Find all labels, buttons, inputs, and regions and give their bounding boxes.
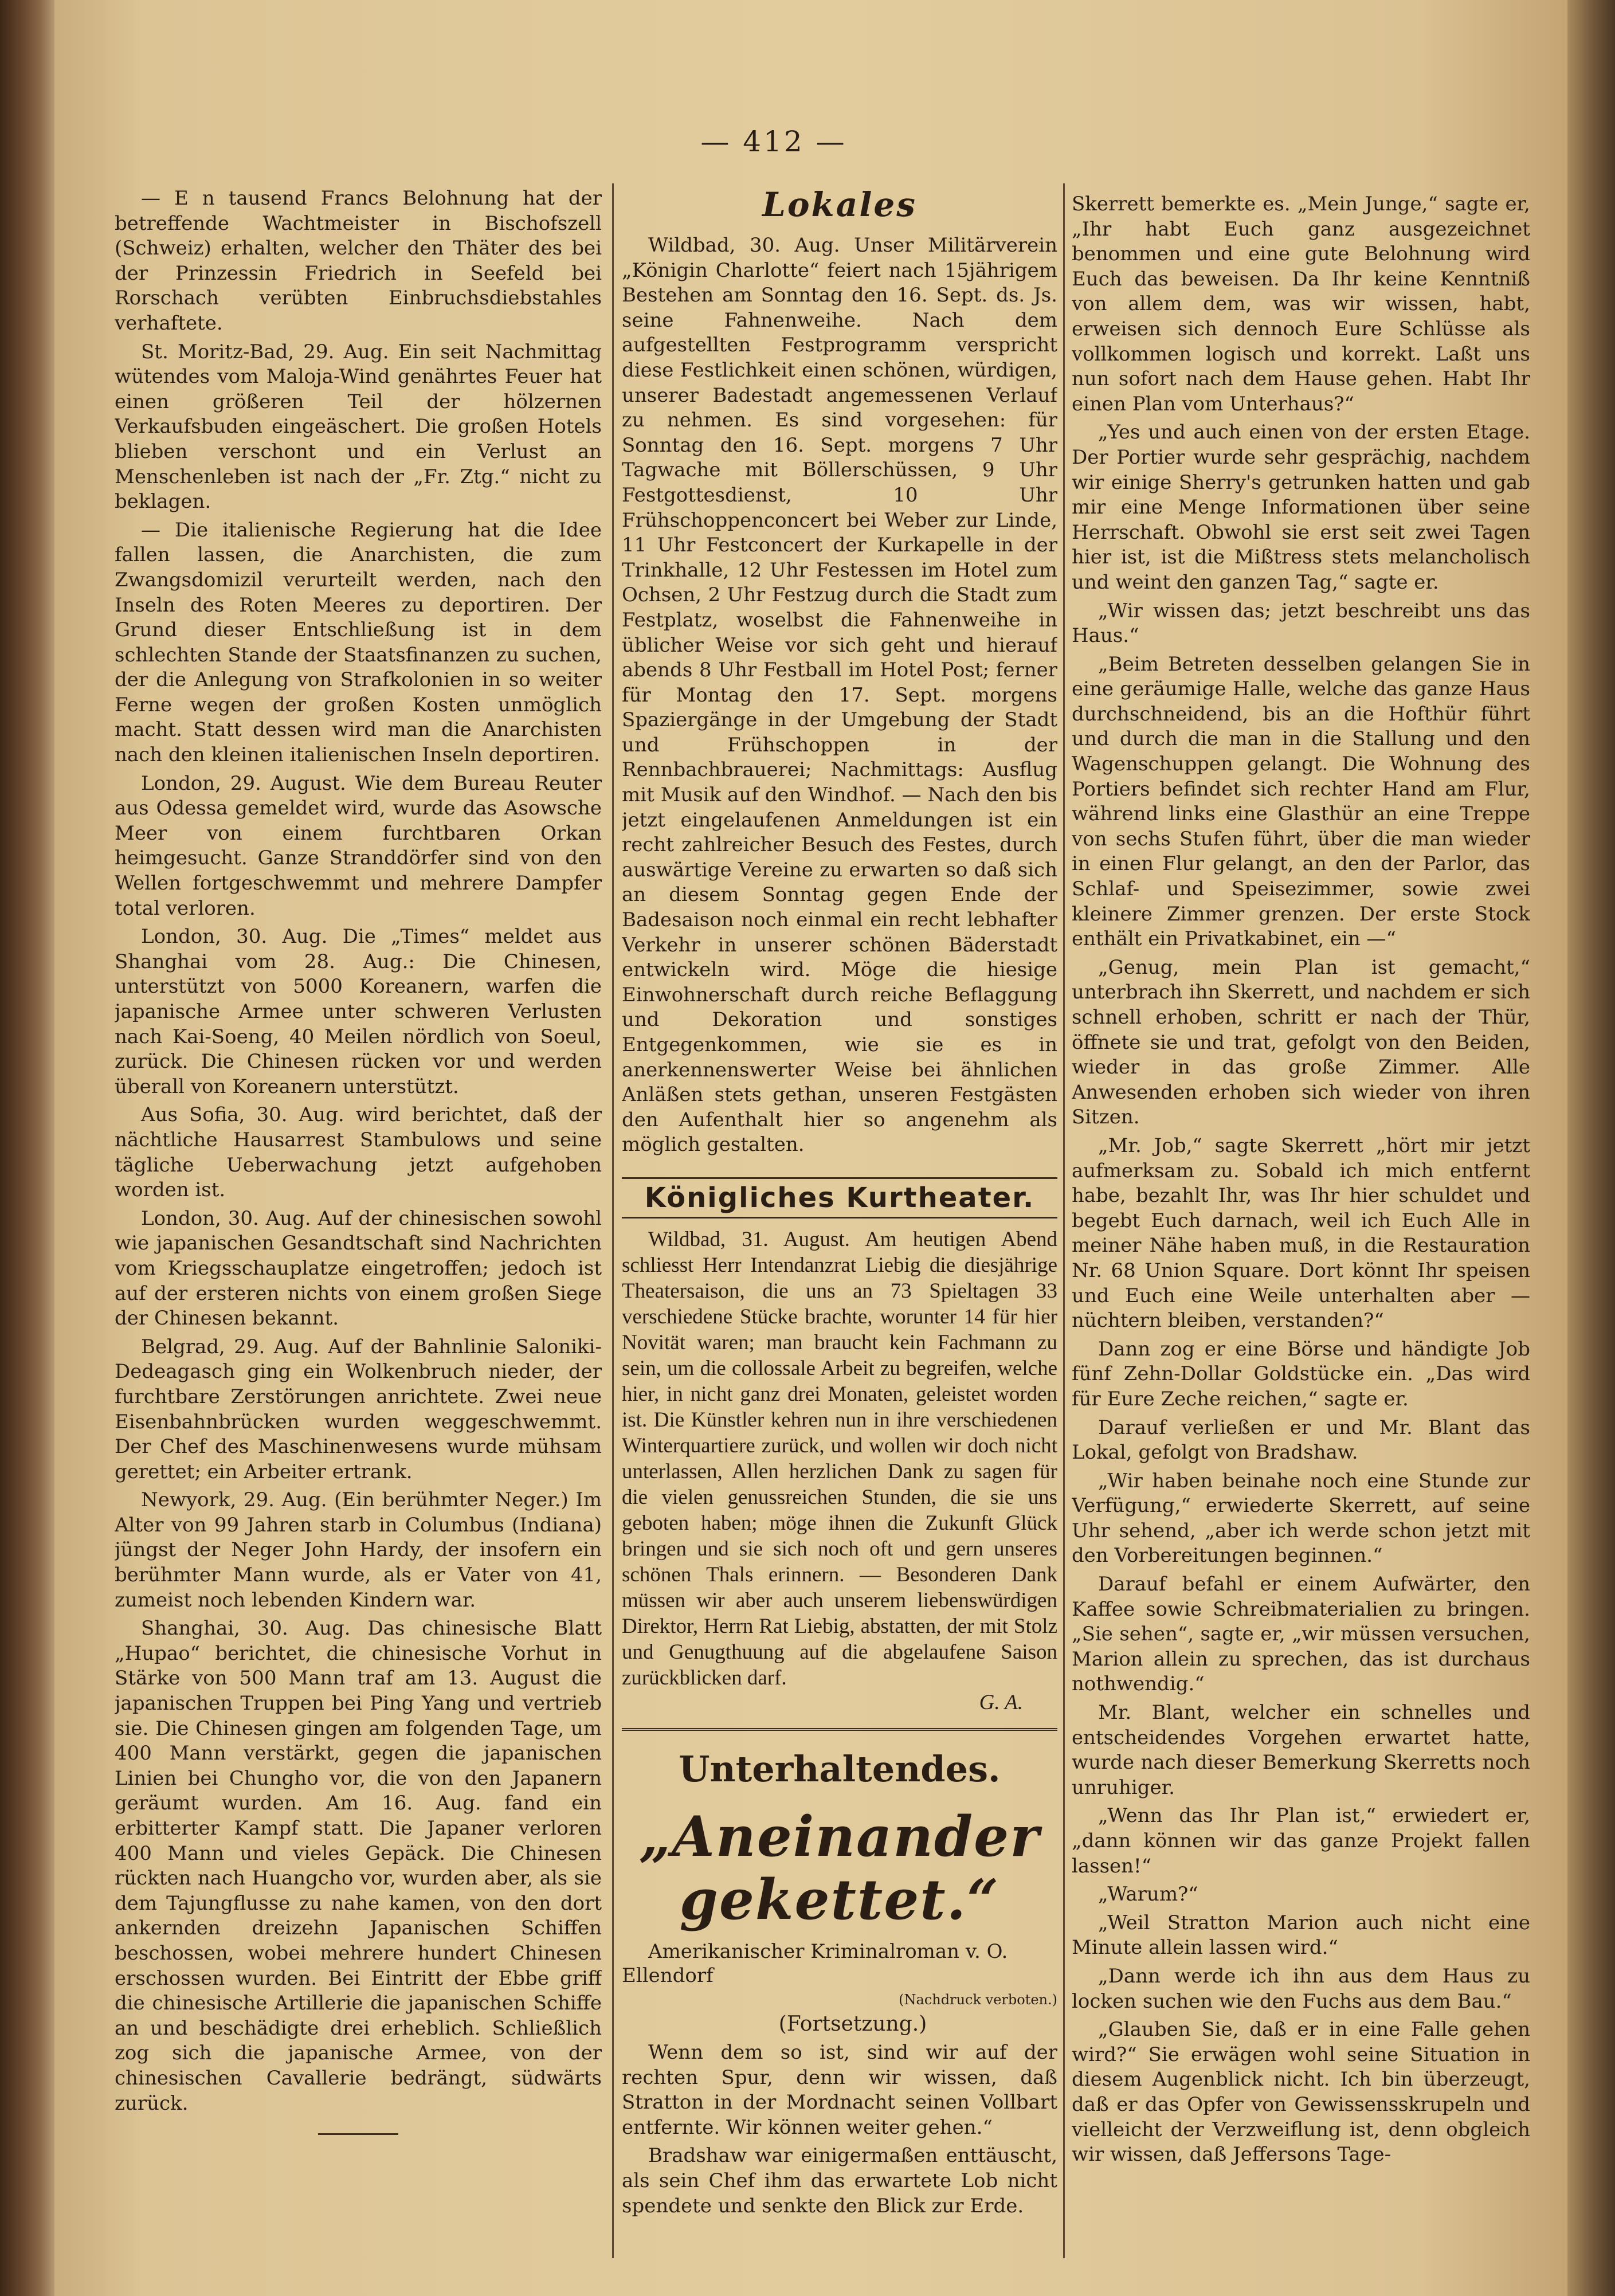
- novel-paragraph: „Yes und auch einen von der ersten Etage. Der Portier wurde sehr gesprächig, nachdem wir einige Sherry's getrunken hatten und gab mir eine Menge Informationen über seine Herrschaft. Obwohl sie erst seit zwei Tagen hier ist, ist die Mißtress stets melancholisch und weint den ganzen Tag,“ sagte er.: [1072, 421, 1530, 594]
- novel-paragraph: „Wir haben beinahe noch eine Stunde zur Verfügung,“ erwiederte Skerrett, auf seine Uhr sehend, „aber ich werde schon jetzt mit den Vorbereitungen beginnen.“: [1072, 1469, 1530, 1568]
- novel-paragraph: „Dann werde ich ihn aus dem Haus zu locken suchen wie den Fuchs aus dem Bau.“: [1072, 1964, 1530, 2013]
- section-heading-unterhaltendes: Unterhaltendes.: [679, 1748, 1001, 1790]
- reprint-note: (Nachdruck verboten.): [899, 1991, 1057, 2008]
- news-item: St. Moritz-Bad, 29. Aug. Ein seit Nachmittag wütendes vom Maloja-Wind genährtes Feuer hat einen größeren Teil der hölzernen Verkaufsbuden eingeäschert. Die großen Hotels blieben verschont und ein Verlust an Menschenleben ist nach der „Fr. Ztg.“ nicht zu beklagen.: [115, 340, 602, 514]
- novel-paragraph: „Beim Betreten desselben gelangen Sie in eine geräumige Halle, welche das ganze Haus durchschneidend, bis an die Hofthür führt und durch die man in die Stallung und den Wagenschuppen gelangt. Die Wohnung des Portiers befindet sich rechter Hand am Flur, während links eine Glasthür an eine Treppe von sechs Stufen führt, über die man wieder in einen Flur gelangt, an den der Parlor, das Schlaf- und Speisezimmer, sowie zwei kleinere Zimmer grenzen. Der erste Stock enthält ein Privatkabinet, ein —“: [1072, 652, 1530, 951]
- news-item: — E n tausend Francs Belohnung hat der betreffende Wachtmeister in Bischofszell (Schweiz) erhalten, welcher den Thäter des bei der Prinzessin Friedrich in Seefeld bei Rorschach verübten Einbruchsdiebstahles verhaftete.: [115, 187, 602, 335]
- news-item: London, 30. Aug. Die „Times“ meldet aus Shanghai vom 28. Aug.: Die Chinesen, unterstützt von 5000 Koreanern, warfen die japanische Armee unter schweren Verlusten nach Kai-Soeng, 40 Meilen nördlich von Soeul, zurück. Die Chinesen rücken vor und werden überall von Koreanern unterstützt.: [115, 925, 602, 1098]
- book-spine: [0, 0, 54, 2296]
- news-item: Belgrad, 29. Aug. Auf der Bahnlinie Saloniki-Dedeagasch ging ein Wolkenbruch nieder, der furchtbare Zerstörungen anrichtete. Zwei neue Eisenbahnbrücken wurden weggeschwemmt. Der Chef des Maschinenwesens wurde mühsam gerettet; ein Arbeiter ertrank.: [115, 1335, 602, 1483]
- section-heading-lokales: Lokales: [762, 186, 917, 224]
- column-3: [1072, 192, 1530, 2267]
- column-rule-2: [1063, 183, 1065, 2258]
- page-number: — 412 —: [700, 125, 847, 158]
- continuation-label: (Fortsetzung.): [778, 2012, 927, 2036]
- novel-paragraph: Darauf befahl er einem Aufwärter, den Kaffee sowie Schreibmaterialien zu bringen. „Sie sehen“, sagte er, „wir müssen versuchen, Marion allein zu sprechen, das ist durchaus nothwendig.“: [1072, 1573, 1530, 1696]
- kurtheater-article: [622, 1227, 1057, 1715]
- novel-subtitle: Amerikanischer Kriminalroman v. O. Ellendorf: [622, 1940, 1008, 1987]
- news-item: — Die italienische Regierung hat die Idee fallen lassen, die Anarchisten, die zum Zwangsdomizil verurteilt werden, nach den Inseln des Roten Meeres zu deportiren. Der Grund dieser Entschließung ist in dem schlechten Stande der Staatsfinanzen zu suchen, der die Anlegung von Strafkolonien in so weiter Ferne wegen der großen Kosten unmöglich macht. Statt dessen wird man die Anarchisten nach den kleinen italienischen Inseln deportiren.: [115, 518, 602, 767]
- novel-title: „Aneinander gekettet.“: [639, 1804, 1040, 1932]
- novel-paragraph: Darauf verließen er und Mr. Blant das Lokal, gefolgt von Bradshaw.: [1072, 1416, 1530, 1464]
- section-heading-kurtheater: Königliches Kurtheater.: [622, 1177, 1057, 1218]
- novel-paragraph: Wenn dem so ist, sind wir auf der rechten Spur, denn wir wissen, daß Stratton in der Mordnacht seinen Vollbart entfernte. Wir können weiter gehen.“: [622, 2040, 1057, 2139]
- news-item: Newyork, 29. Aug. (Ein berühmter Neger.) Im Alter von 99 Jahren starb in Columbus (Indiana) jüngst der Neger John Hardy, der insofern ein berühmter Mann wurde, als er Vater von 41, zumeist noch lebenden Kindern war.: [115, 1488, 602, 1612]
- news-item: Shanghai, 30. Aug. Das chinesische Blatt „Hupao“ berichtet, die chinesische Vorhut in Stärke von 500 Mann traf am 13. August die japanischen Truppen bei Ping Yang und vertrieb sie. Die Chinesen gingen am folgenden Tage, um 400 Mann verstärkt, gegen die japanischen Linien bei Chungho vor, die von den Japanern geräumt wurden. Am 16. Aug. fand ein erbitterter Kampf statt. Die Japaner verloren 400 Mann und vieles Gepäck. Die Chinesen rückten nach Huangcho vor, wurden aber, als sie dem Tajungflusse zu nahe kamen, von den dort ankernden dreizehn Japanischen Schiffen beschossen, wobei mehrere hundert Chinesen erschossen wurden. Bei Eintritt der Ebbe griff die chinesische Artillerie die japanischen Schiffe an und beschädigte drei erheblich. Schließlich zog sich die japanische Armee, von der chinesischen Cavallerie bedrängt, südwärts zurück.: [115, 1617, 602, 2115]
- novel-paragraph: Mr. Blant, welcher ein schnelles und entscheidendes Vorgehen erwartet hatte, wurde nach dieser Bemerkung Skerretts noch unruhiger.: [1072, 1701, 1530, 1799]
- double-rule: [622, 1728, 1057, 1731]
- novel-paragraph: „Glauben Sie, daß er in eine Falle gehen wird?“ Sie erwägen wohl seine Situation in diesem Augenblick nicht. Ich bin überzeugt, daß er das Opfer von Gewissensskrupeln und vielleicht der Verzweiflung ist, denn obgleich wir wissen, daß Jeffersons Tage-: [1072, 2018, 1530, 2166]
- end-rule: [318, 2133, 398, 2135]
- novel-paragraph: „Wir wissen das; jetzt beschreibt uns das Haus.“: [1072, 599, 1530, 648]
- column-1: [115, 186, 602, 2261]
- lokal-article: Wildbad, 30. Aug. Unser Militärverein „Königin Charlotte“ feiert nach 15jährigem Bestehen am Sonntag den 16. Sept. ds. Js. seine Fahnenweihe. Nach dem aufgestellten Festprogramm verspricht diese Festlichkeit einen schönen, würdigen, unserer Badestadt angemessenen Verlauf zu nehmen. Es sind vorgesehen: für Sonntag den 16. Sept. morgens 7 Uhr Tagwache mit Böllerschüssen, 9 Uhr Festgottesdienst, 10 Uhr Frühschoppenconcert bei Weber zur Linde, 11 Uhr Festconcert der Kurkapelle in der Trinkhalle, 12 Uhr Festessen im Hotel zum Ochsen, 2 Uhr Festzug durch die Stadt zum Festplatz, woselbst die Fahnenweihe in üblicher Weise vor sich geht und hierauf abends 8 Uhr Festball im Hotel Post; ferner für Montag den 17. Sept. morgens Spaziergänge in der Umgebung der Stadt und Frühschoppen in der Rennbachbrauerei; Nachmittags: Ausflug mit Musik auf den Windhof. — Nach den bis jetzt eingelaufenen Anmeldungen ist ein recht zahlreicher Besuch des Festes, durch auswärtige Vereine zu erwarten so daß sich an diesem Sonntag gegen Ende der Badesaison noch einmal ein recht lebhafter Verkehr in unserer schönen Bäderstadt entwickeln wird. Möge die hiesige Einwohnerschaft durch reiche Beflaggung und Dekoration und sonstiges Entgegenkommen, wie sie es in anerkennenswerter Weise bei ähnlichen Anläßen stets gethan, unseren Festgästen den Aufenthalt hier so angenehm als möglich gestalten.: [622, 234, 1057, 1157]
- novel-paragraph: Skerrett bemerkte es. „Mein Junge,“ sagte er, „Ihr habt Euch ganz ausgezeichnet benommen und eine gute Belohnung wird Euch das beweisen. Da Ihr keine Kenntniß von allem dem, was wir wissen, habt, erweisen sich dennoch Eure Schlüsse als vollkommen logisch und korrekt. Laßt uns nun sofort nach dem Hause gehen. Habt Ihr einen Plan vom Unterhaus?“: [1072, 193, 1530, 416]
- column-2: [622, 186, 1057, 2261]
- novel-paragraph: „Weil Stratton Marion auch nicht eine Minute allein lassen wird.“: [1072, 1911, 1530, 1960]
- novel-paragraph: „Wenn das Ihr Plan ist,“ erwiedert er, „dann können wir das ganze Projekt fallen lassen!“: [1072, 1804, 1530, 1878]
- novel-paragraph: „Warum?“: [1098, 1883, 1198, 1906]
- kurtheater-text: Wildbad, 31. August. Am heutigen Abend schliesst Herr Intendanzrat Liebig die diesjährige Theatersaison, die uns an 73 Spieltagen 33 verschiedene Stücke brachte, worunter 14 für hier Novität waren; man braucht kein Fachmann zu sein, um die collossale Arbeit zu begreifen, welche hier, in nicht ganz drei Monaten, geleistet worden ist. Die Künstler kehren nun in ihre verschiedenen Winterquartiere zurück, und wollen wir doch nicht unterlassen, Allen herzlichen Dank zu sagen für die vielen genussreichen Stunden, die sie uns geboten haben; möge ihnen die Zukunft Glück bringen und sie sich noch oft und gern unseres schönen Thals erinnern. — Besonderen Dank müssen wir aber auch unserem liebenswürdigen Direktor, Herrn Rat Liebig, abstatten, der mit Stolz und Genugthuung auf die abgelaufene Saison zurückblicken darf.: [622, 1227, 1057, 1690]
- novel-paragraph: Bradshaw war einigermaßen enttäuscht, als sein Chef ihm das erwartete Lob nicht spendete und senkte den Blick zur Erde.: [622, 2144, 1057, 2217]
- news-item: London, 30. Aug. Auf der chinesischen sowohl wie japanischen Gesandtschaft sind Nachrichten vom Kriegsschauplatze eingetroffen; jedoch ist auf der ersteren nichts von einem großen Siege der Chinesen bekannt.: [115, 1206, 602, 1330]
- novel-paragraph: „Mr. Job,“ sagte Skerrett „hört mir jetzt aufmerksam zu. Sobald ich mich entfernt habe, bezahlt Ihr, was Ihr hier schuldet und begebt Euch darnach, weil ich Euch Alle in meiner Nähe haben muß, in die Restauration Nr. 68 Union Square. Dort könnt Ihr speisen und Euch eine Weile unterhalten aber — nüchtern bleiben, verstanden?“: [1072, 1134, 1530, 1333]
- novel-paragraph: „Genug, mein Plan ist gemacht,“ unterbrach ihn Skerrett, und nachdem er sich schnell erhoben, schritt er nach der Thür, öffnete sie und trat, gefolgt von den Beiden, wieder in das große Zimmer. Alle Anwesenden erhoben sich wieder von ihren Sitzen.: [1072, 955, 1530, 1129]
- novel-paragraph: Dann zog er eine Börse und händigte Job fünf Zehn-Dollar Goldstücke ein. „Das wird für Eure Zeche reichen,“ sagte er.: [1072, 1337, 1530, 1410]
- news-item: London, 29. August. Wie dem Bureau Reuter aus Odessa gemeldet wird, wurde das Asowsche Meer von einem furchtbaren Orkan heimgesucht. Ganze Stranddörfer sind von den Wellen fortgeschwemmt und mehrere Dampfer total verloren.: [115, 771, 602, 920]
- page-edge: [1567, 0, 1615, 2296]
- article-signature: G. A.: [979, 1690, 1023, 1714]
- column-rule-1: [612, 183, 614, 2258]
- news-item: Aus Sofia, 30. Aug. wird berichtet, daß der nächtliche Hausarrest Stambulows und seine tägliche Ueberwachung jetzt aufgehoben worden ist.: [115, 1103, 602, 1202]
